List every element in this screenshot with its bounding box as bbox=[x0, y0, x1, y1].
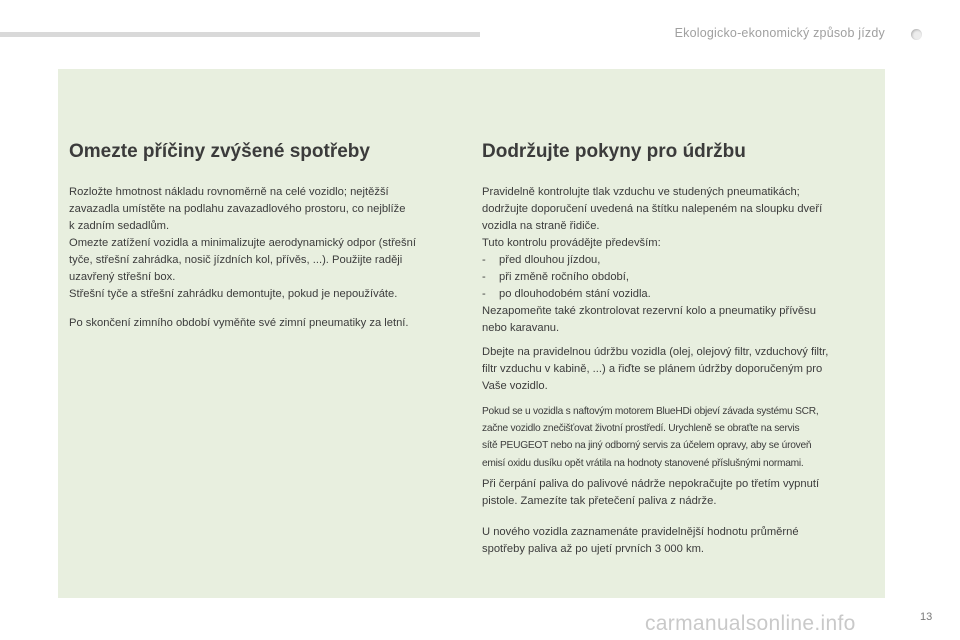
bullet-marker: - bbox=[482, 271, 486, 283]
watermark: carmanualsonline.info bbox=[645, 612, 856, 635]
left-paragraph-2 bbox=[69, 315, 454, 332]
bullet-item bbox=[482, 286, 877, 303]
text-line: pistole. Zamezíte tak přetečení paliva z nádrže. bbox=[482, 495, 717, 507]
text-line: k zadním sedadlům. bbox=[69, 220, 170, 232]
right-paragraph-1 bbox=[482, 184, 877, 337]
bullet-marker: - bbox=[482, 288, 486, 300]
section-title: Ekologicko-ekonomický způsob jízdy bbox=[674, 26, 885, 40]
bullet-marker: - bbox=[482, 254, 486, 266]
text-line: emisí oxidu dusíku opět vrátila na hodnoty stanovené příslušnými normami. bbox=[482, 457, 804, 469]
right-paragraph-3 bbox=[482, 403, 877, 472]
corner-dot-icon bbox=[911, 29, 922, 40]
right-paragraph-4 bbox=[482, 476, 877, 510]
text-line: Tuto kontrolu provádějte především: bbox=[482, 237, 661, 249]
left-paragraph-1 bbox=[69, 184, 454, 303]
header-rule bbox=[0, 32, 480, 37]
text-line: U nového vozidla zaznamenáte pravidelnější hodnotu průměrné bbox=[482, 526, 799, 538]
bullet-text: při změně ročního období, bbox=[499, 271, 629, 283]
right-paragraph-2 bbox=[482, 344, 877, 395]
text-line: spotřeby paliva až po ujetí prvních 3 000 km. bbox=[482, 543, 705, 555]
text-line: Při čerpání paliva do palivové nádrže nepokračujte po třetím vypnutí bbox=[482, 478, 820, 490]
text-line: Střešní tyče a střešní zahrádku demontujte, pokud je nepoužíváte. bbox=[69, 288, 398, 300]
text-line: nebo karavanu. bbox=[482, 322, 560, 334]
text-line: vozidla na straně řidiče. bbox=[482, 220, 600, 232]
bullet-text: po dlouhodobém stání vozidla. bbox=[499, 288, 651, 300]
bullet-text: před dlouhou jízdou, bbox=[499, 254, 601, 266]
text-line: dodržujte doporučení uvedená na štítku nalepeném na sloupku dveří bbox=[482, 203, 823, 215]
text-line: Nezapomeňte také zkontrolovat rezervní kolo a pneumatiky přívěsu bbox=[482, 305, 816, 317]
text-line: začne vozidlo znečišťovat životní prostředí. Urychleně se obraťte na servis bbox=[482, 423, 800, 435]
bullet-item bbox=[482, 269, 877, 286]
text-line: tyče, střešní zahrádka, nosič jízdních kol, přívěs, ...). Použijte raději bbox=[69, 254, 403, 266]
text-line: uzavřený střešní box. bbox=[69, 271, 176, 283]
right-paragraph-5 bbox=[482, 524, 877, 558]
right-heading: Dodržujte pokyny pro údržbu bbox=[482, 141, 746, 162]
text-line: filtr vzduchu v kabině, ...) a řiďte se plánem údržby doporučeným pro bbox=[482, 363, 823, 375]
text-line: Dbejte na pravidelnou údržbu vozidla (olej, olejový filtr, vzduchový filtr, bbox=[482, 346, 829, 358]
text-line: Po skončení zimního období vyměňte své zimní pneumatiky za letní. bbox=[69, 317, 409, 329]
bullet-item bbox=[482, 252, 877, 269]
text-line: Pravidelně kontrolujte tlak vzduchu ve studených pneumatikách; bbox=[482, 186, 800, 198]
left-heading: Omezte příčiny zvýšené spotřeby bbox=[69, 141, 370, 162]
text-line: Rozložte hmotnost nákladu rovnoměrně na celé vozidlo; nejtěžší bbox=[69, 186, 389, 198]
text-line: Vaše vozidlo. bbox=[482, 380, 548, 392]
page-number: 13 bbox=[920, 611, 933, 623]
text-line: sítě PEUGEOT nebo na jiný odborný servis za účelem opravy, aby se úroveň bbox=[482, 440, 812, 452]
content-panel bbox=[58, 69, 885, 598]
text-line: Pokud se u vozidla s naftovým motorem BlueHDi objeví závada systému SCR, bbox=[482, 406, 819, 417]
text-line: Omezte zatížení vozidla a minimalizujte aerodynamický odpor (střešní bbox=[69, 237, 416, 249]
text-line: zavazadla umístěte na podlahu zavazadlového prostoru, co nejblíže bbox=[69, 203, 406, 215]
